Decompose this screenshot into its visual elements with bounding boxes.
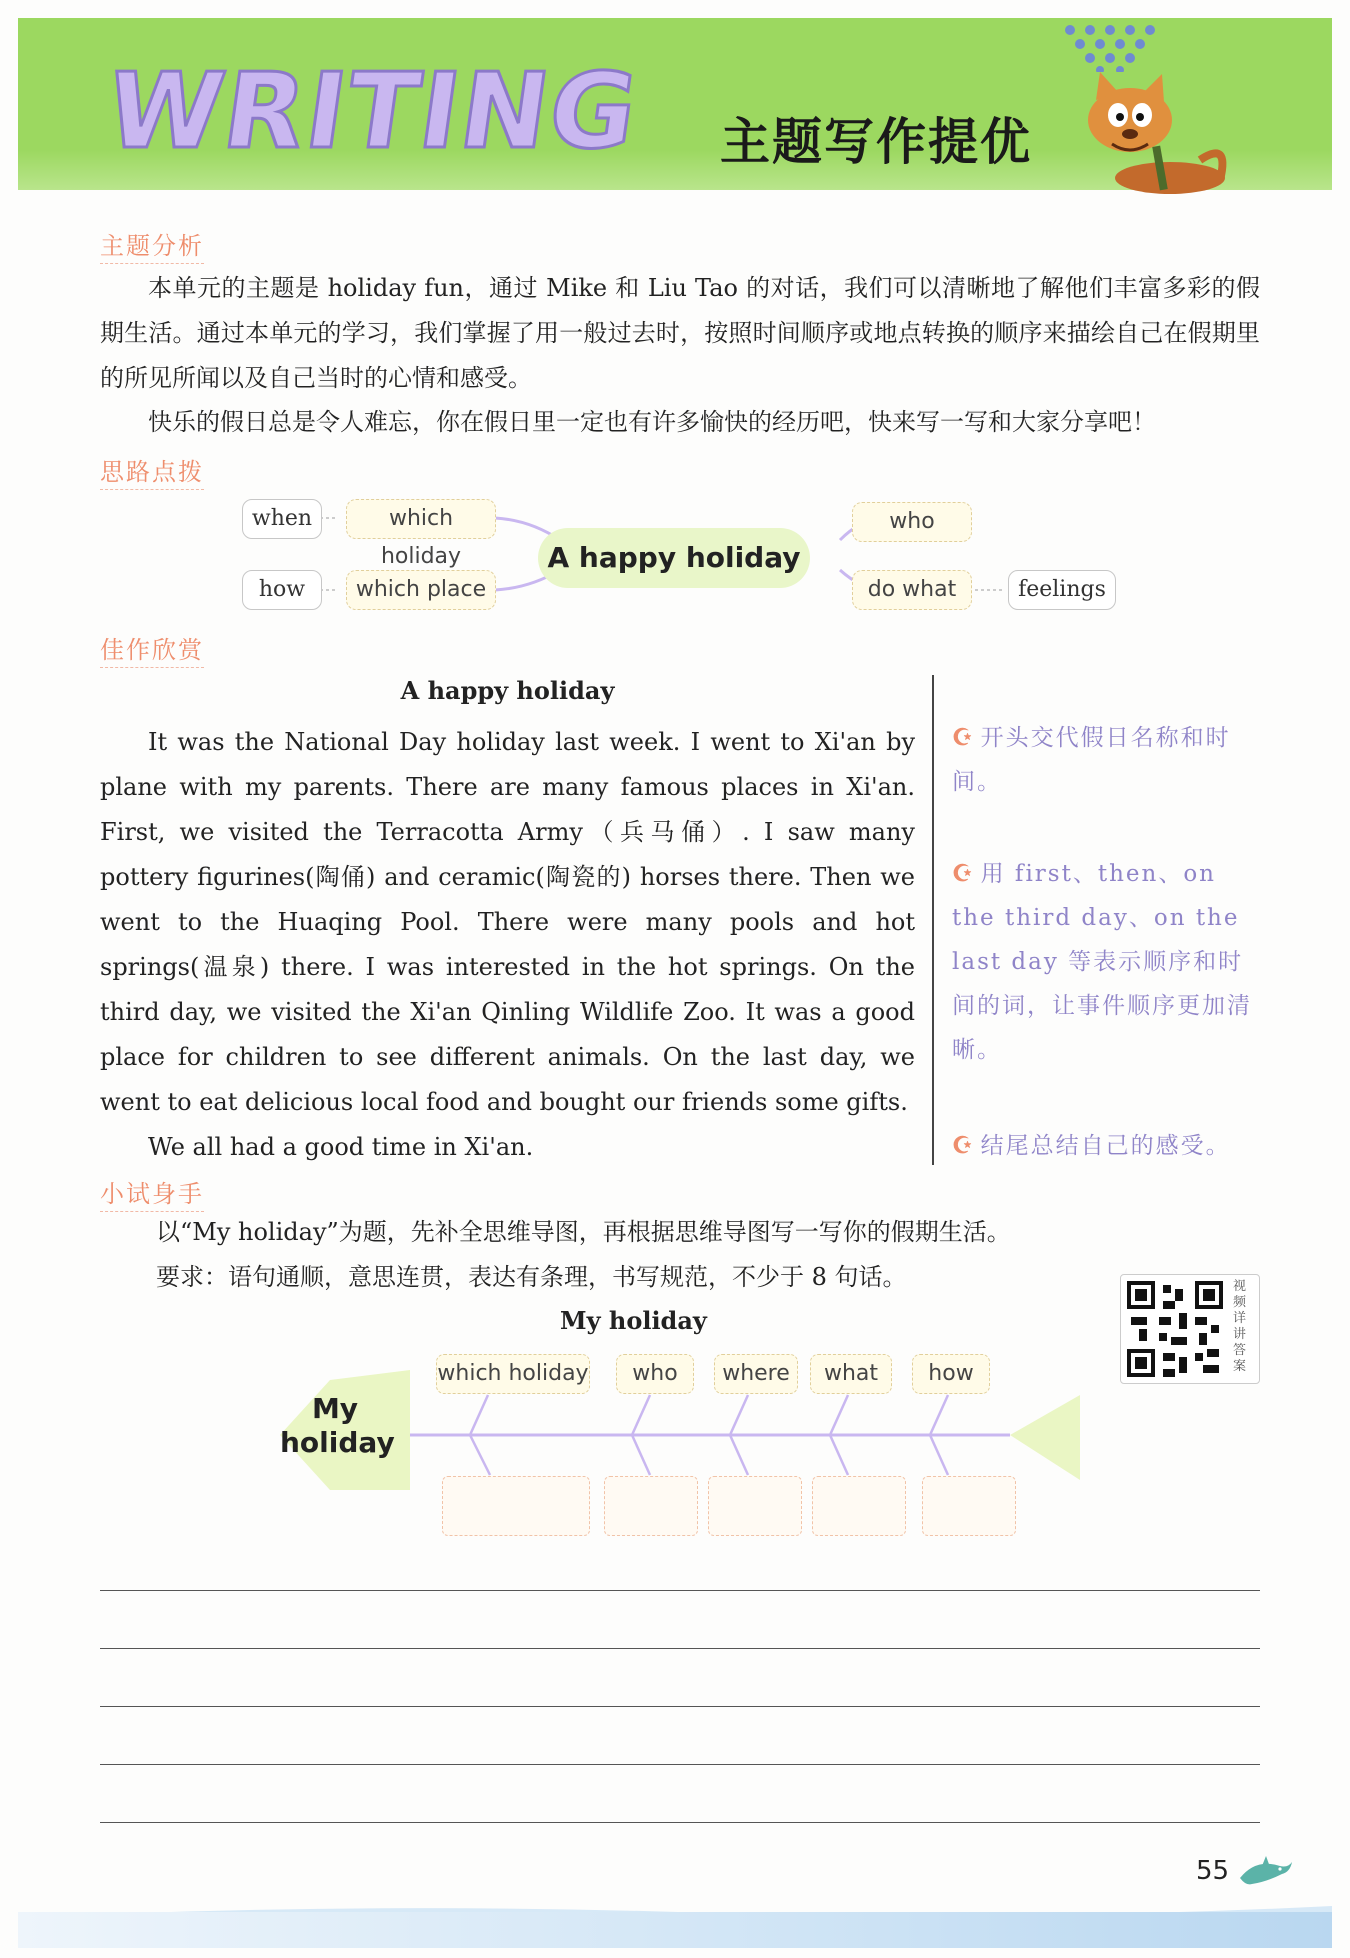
mindmap-which-place: which place: [346, 570, 496, 610]
essay-paragraph-2: We all had a good time in Xi'an.: [148, 1133, 534, 1161]
note-ending-text: 结尾总结自己的感受。: [980, 1133, 1231, 1159]
fish-head-label: [280, 1392, 395, 1460]
qr-caption: 视频详讲答案: [1233, 1279, 1247, 1374]
bone-label-how: how: [912, 1354, 990, 1394]
mindmap-center: A happy holiday: [538, 528, 810, 588]
mindmap-feelings: feelings: [1008, 570, 1116, 610]
note-opening: [952, 716, 1264, 804]
writing-title: WRITING: [99, 50, 647, 172]
bone-label-which-holiday: which holiday: [436, 1354, 590, 1394]
mindmap-do-what: do what: [852, 570, 972, 610]
qr-card[interactable]: [1120, 1274, 1260, 1384]
bone-label-what: what: [810, 1354, 892, 1394]
section-heading-practice: 小试身手: [100, 1174, 204, 1212]
note-ending: [952, 1124, 1264, 1168]
page-number: 55: [1196, 1856, 1230, 1886]
analysis-paragraph-1: 本单元的主题是 holiday fun，通过 Mike 和 Liu Tao 的对话，我们可以清晰地了解他们丰富多彩的假期生活。通过本单元的学习，我们掌握了用一般过去时，按照时间顺序或地点转换的顺序来描绘自己在假期里的所见所闻以及自己当时的心情和感受。: [100, 274, 1260, 392]
fish-head-line-1: My: [311, 1392, 359, 1425]
fishbone-title: My holiday: [560, 1306, 707, 1335]
analysis-paragraph-2: 快乐的假日总是令人难忘，你在假日里一定也有许多愉快的经历吧，快来写一写和大家分享吧！: [148, 408, 1156, 436]
note-sequence: [952, 852, 1264, 1072]
writing-line[interactable]: [100, 1706, 1260, 1707]
practice-requirement: 要求：语句通顺，意思连贯，表达有条理，书写规范，不少于 8 句话。: [156, 1263, 907, 1291]
page-title: 主题写作提优: [720, 113, 1032, 171]
writing-line[interactable]: [100, 1590, 1260, 1591]
note-marker-icon: ☪: [952, 860, 975, 887]
note-opening-text: 开头交代假日名称和时间。: [952, 725, 1231, 795]
fish-head-line-2: holiday: [280, 1426, 395, 1459]
essay-body: [100, 720, 915, 1170]
note-marker-icon: ☪: [952, 724, 975, 751]
essay-paragraph-1: It was the National Day holiday last week. I went to Xi'an by plane with my parents. There are many famous places in Xi'an. First, we visited the Terracotta Army（兵马俑）. I saw many pottery figurines(陶俑) and ceramic(陶瓷的) horses there. Then we went to the Huaqing Pool. There were many pools and hot springs(温泉) there. I was interested in the hot springs. On the third day, we visited the Xi'an Qinling Wildlife Zoo. It was a good place for children to see different animals. On the last day, we went to eat delicious local food and bought our friends some gifts.: [100, 728, 915, 1116]
mindmap-when: when: [242, 499, 322, 539]
answer-box-what[interactable]: [812, 1476, 906, 1536]
essay-title: A happy holiday: [400, 676, 615, 705]
writing-line[interactable]: [100, 1822, 1260, 1823]
section-heading-thinking: 思路点拨: [100, 452, 204, 490]
bone-label-where: where: [714, 1354, 798, 1394]
note-marker-icon: ☪: [952, 1132, 975, 1159]
cat-mascot-icon: [1060, 60, 1240, 200]
mindmap-who: who: [852, 502, 972, 542]
answer-box-where[interactable]: [708, 1476, 802, 1536]
essay-divider: [932, 675, 934, 1165]
note-sequence-text: 用 first、then、on the third day、on the last day 等表示顺序和时间的词，让事件顺序更加清晰。: [952, 861, 1252, 1063]
section-heading-model: 佳作欣赏: [100, 630, 204, 668]
answer-box-who[interactable]: [604, 1476, 698, 1536]
bottom-band: [18, 1912, 1332, 1948]
practice-instruction: 以“My holiday”为题，先补全思维导图，再根据思维导图写一写你的假期生活。: [156, 1218, 1011, 1246]
qr-code-icon[interactable]: [1127, 1281, 1223, 1377]
writing-line[interactable]: [100, 1764, 1260, 1765]
mindmap-which-holiday: which holiday: [346, 499, 496, 539]
answer-box-which-holiday[interactable]: [442, 1476, 590, 1536]
answer-box-how[interactable]: [922, 1476, 1016, 1536]
writing-line[interactable]: [100, 1648, 1260, 1649]
bone-label-who: who: [616, 1354, 694, 1394]
mindmap-how: how: [242, 570, 322, 610]
section-heading-analysis: 主题分析: [100, 226, 204, 264]
dolphin-icon: [1236, 1852, 1296, 1892]
